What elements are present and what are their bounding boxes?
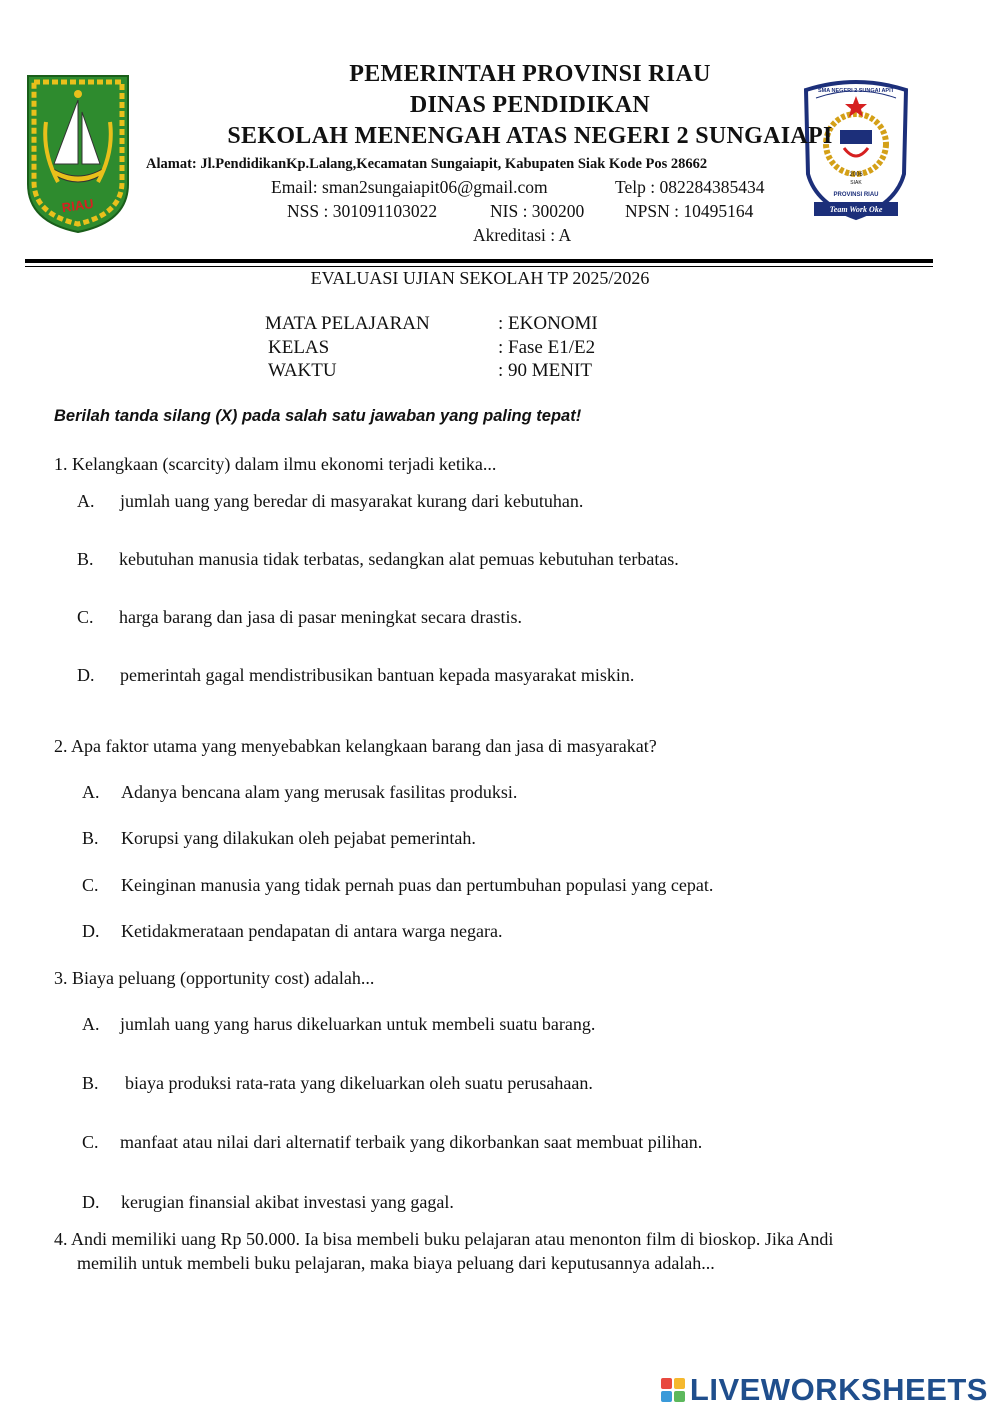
- header-telp: Telp : 082284385434: [615, 177, 765, 197]
- header-line-3: SEKOLAH MENENGAH ATAS NEGERI 2 SUNGAIAPI: [227, 123, 833, 149]
- header-line-1: PEMERINTAH PROVINSI RIAU: [349, 61, 711, 87]
- question-3-option-b[interactable]: [82, 1073, 593, 1094]
- school-logo-province: PROVINSI RIAU: [833, 192, 879, 198]
- question-2-option-a[interactable]: [82, 782, 517, 803]
- header-divider-thin: [25, 266, 933, 267]
- header-nis: NIS : 300200: [490, 201, 585, 221]
- logo-tile-red: [661, 1378, 672, 1389]
- school-logo-year: 2006: [849, 172, 863, 178]
- question-3-option-a[interactable]: [82, 1014, 595, 1035]
- option-text: jumlah uang yang harus dikeluarkan untuk membeli suatu barang.: [120, 1014, 596, 1034]
- header-akreditasi: Akreditasi : A: [473, 225, 572, 245]
- question-2-text: 2. Apa faktor utama yang menyebabkan kelangkaan barang dan jasa di masyarakat?: [54, 736, 657, 756]
- question-2-option-c[interactable]: [82, 875, 713, 896]
- question-4-text-line-1: 4. Andi memiliki uang Rp 50.000. Ia bisa membeli buku pelajaran atau menonton film di bioskop. Jika Andi: [54, 1229, 834, 1249]
- option-text: manfaat atau nilai dari alternatif terbaik yang dikorbankan saat membuat pilihan.: [120, 1132, 703, 1152]
- header-npsn: NPSN : 10495164: [625, 201, 754, 221]
- header-email: Email: sman2sungaiapit06@gmail.com: [271, 177, 548, 197]
- option-text: biaya produksi rata-rata yang dikeluarkan oleh suatu perusahaan.: [125, 1073, 593, 1093]
- option-letter: B.: [82, 1073, 99, 1093]
- liveworksheets-text: LIVEWORKSHEETS: [689, 1372, 988, 1407]
- option-text: kerugian finansial akibat investasi yang gagal.: [121, 1192, 454, 1212]
- question-3-option-c[interactable]: [82, 1132, 702, 1153]
- school-logo-banner: Team Work Oke: [829, 205, 883, 214]
- option-text: harga barang dan jasa di pasar meningkat secara drastis.: [119, 607, 523, 627]
- meta-label-time: WAKTU: [268, 360, 337, 381]
- school-logo-siak: SIAK: [850, 180, 862, 186]
- question-2-option-d[interactable]: [82, 921, 502, 942]
- meta-value-class: : Fase E1/E2: [498, 337, 596, 358]
- header-divider-thick: [25, 259, 933, 263]
- liveworksheets-watermark: [661, 1372, 988, 1408]
- header-nss: NSS : 301091103022: [287, 201, 438, 221]
- instruction: Berilah tanda silang (X) pada salah satu jawaban yang paling tepat!: [54, 407, 582, 425]
- option-text: pemerintah gagal mendistribusikan bantuan kepada masyarakat miskin.: [120, 665, 635, 685]
- option-letter: D.: [82, 921, 100, 941]
- option-letter: C.: [77, 607, 94, 627]
- option-letter: C.: [82, 1132, 99, 1152]
- option-letter: D.: [77, 665, 95, 685]
- question-1-option-a[interactable]: [77, 491, 583, 512]
- header-address: Alamat: Jl.PendidikanKp.Lalang,Kecamatan Sungaiapit, Kabupaten Siak Kode Pos 28662: [146, 156, 708, 172]
- header-line-2: DINAS PENDIDIKAN: [409, 92, 651, 118]
- option-letter: B.: [82, 828, 99, 848]
- meta-value-time: : 90 MENIT: [498, 360, 592, 381]
- option-text: Ketidakmerataan pendapatan di antara warga negara.: [121, 921, 503, 941]
- logo-tile-green: [674, 1391, 685, 1402]
- question-4-text-line-2: memilih untuk membeli buku pelajaran, maka biaya peluang dari keputusannya adalah...: [77, 1253, 715, 1273]
- option-letter: A.: [82, 782, 100, 802]
- option-text: Keinginan manusia yang tidak pernah puas dan pertumbuhan populasi yang cepat.: [121, 875, 714, 895]
- liveworksheets-logo-icon: [661, 1378, 685, 1402]
- question-1-option-b[interactable]: [77, 549, 679, 570]
- question-1-text: 1. Kelangkaan (scarcity) dalam ilmu ekonomi terjadi ketika...: [54, 454, 497, 474]
- option-text: jumlah uang yang beredar di masyarakat kurang dari kebutuhan.: [120, 491, 584, 511]
- option-text: Korupsi yang dilakukan oleh pejabat pemerintah.: [121, 828, 476, 848]
- question-2-option-b[interactable]: [82, 828, 476, 849]
- riau-emblem-logo: [24, 72, 132, 234]
- option-letter: A.: [77, 491, 95, 511]
- question-3-option-d[interactable]: [82, 1192, 454, 1213]
- option-text: kebutuhan manusia tidak terbatas, sedangkan alat pemuas kebutuhan terbatas.: [119, 549, 679, 569]
- option-letter: C.: [82, 875, 99, 895]
- option-letter: B.: [77, 549, 94, 569]
- school-logo-arc-text: SMA NEGERI 2 SUNGAI APIT: [818, 88, 894, 94]
- option-text: Adanya bencana alam yang merusak fasilitas produksi.: [121, 782, 518, 802]
- option-letter: A.: [82, 1014, 100, 1034]
- logo-tile-blue: [661, 1391, 672, 1402]
- question-3-text: 3. Biaya peluang (opportunity cost) adalah...: [54, 968, 375, 988]
- question-1-option-c[interactable]: [77, 607, 522, 628]
- meta-label-subject: MATA PELAJARAN: [265, 313, 430, 334]
- riau-shield-icon: [24, 72, 132, 234]
- exam-title: EVALUASI UJIAN SEKOLAH TP 2025/2026: [310, 268, 650, 288]
- meta-label-class: KELAS: [268, 337, 330, 358]
- logo-tile-yellow: [674, 1378, 685, 1389]
- question-1-option-d[interactable]: [77, 665, 634, 686]
- riau-logo-text: RIAU: [60, 195, 95, 216]
- option-letter: D.: [82, 1192, 100, 1212]
- meta-value-subject: : EKONOMI: [498, 313, 598, 334]
